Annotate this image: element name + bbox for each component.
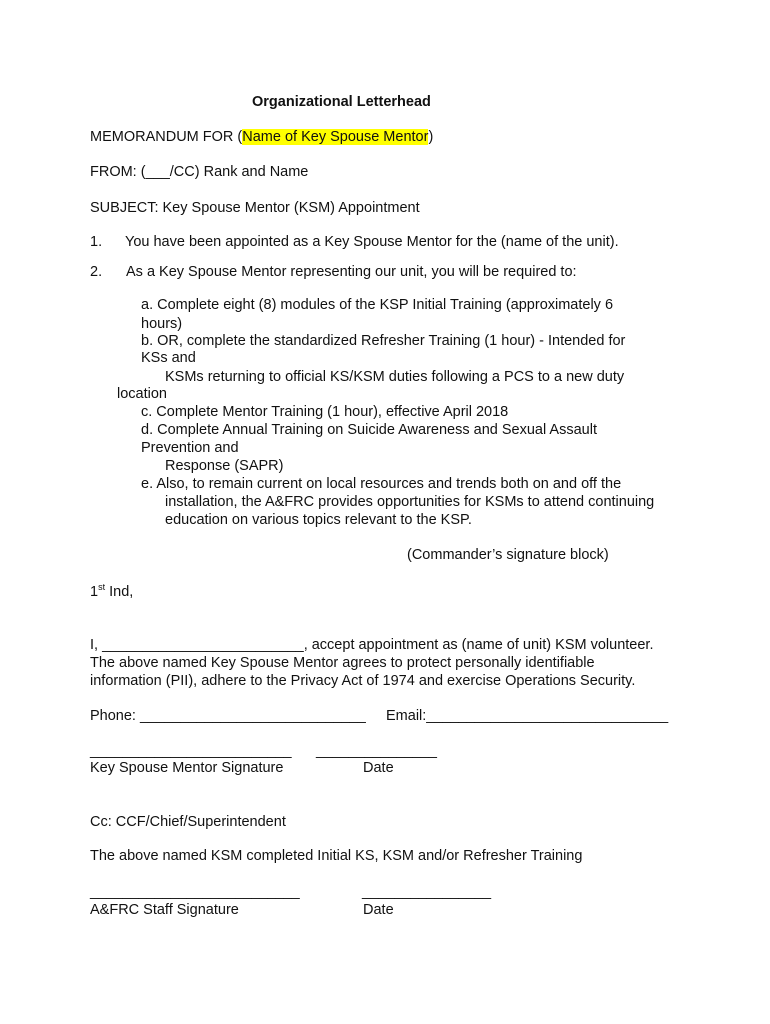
list-line: Response (SAPR) <box>165 458 284 474</box>
paragraph-number: 2. <box>90 264 103 280</box>
list-line: hours) <box>141 316 183 332</box>
commander-signature-block: (Commander’s signature block) <box>407 547 609 563</box>
staff-date-line: ________________ <box>362 884 492 900</box>
highlighted-recipient: Name of Key Spouse Mentor <box>242 129 429 145</box>
paragraph-text: You have been appointed as a Key Spouse Mentor for the (name of the unit). <box>125 234 619 250</box>
memo-for-prefix: MEMORANDUM FOR ( <box>90 129 243 145</box>
list-line: a. Complete eight (8) modules of the KSP Initial Training (approximately 6 <box>141 297 614 313</box>
staff-signature-label: A&FRC Staff Signature <box>90 902 239 918</box>
memo-for-suffix: ) <box>428 129 434 145</box>
ksm-signature-label: Key Spouse Mentor Signature <box>90 760 284 776</box>
letterhead-title: Organizational Letterhead <box>252 94 431 110</box>
list-line: e. Also, to remain current on local resources and trends both on and off the <box>141 476 622 492</box>
indorsement-heading <box>90 584 133 601</box>
ksm-date-label: Date <box>363 760 394 776</box>
completion-statement: The above named KSM completed Initial KS, KSM and/or Refresher Training <box>90 848 583 864</box>
memorandum-for-line <box>90 129 433 146</box>
from-line: FROM: (___/CC) Rank and Name <box>90 164 309 180</box>
paragraph-number: 1. <box>90 234 103 250</box>
staff-signature-line: __________________________ <box>90 884 300 900</box>
acceptance-line: information (PII), adhere to the Privacy Act of 1974 and exercise Operations Security. <box>90 673 636 689</box>
list-line: installation, the A&FRC provides opportunities for KSMs to attend continuing <box>165 494 655 510</box>
indorsement-number: 1 <box>90 584 99 600</box>
list-line: KSMs returning to official KS/KSM duties following a PCS to a new duty <box>165 369 625 385</box>
list-line: KSs and <box>141 350 196 366</box>
ksm-signature-line: _________________________ <box>90 743 292 759</box>
indorsement-ordinal: st <box>98 582 106 592</box>
list-line: Prevention and <box>141 440 239 456</box>
subject-line: SUBJECT: Key Spouse Mentor (KSM) Appointment <box>90 200 420 216</box>
acceptance-line: I, _________________________, accept appointment as (name of unit) KSM volunteer. <box>90 637 654 653</box>
ksm-date-line: _______________ <box>316 743 437 759</box>
email-field: Email:______________________________ <box>386 708 669 724</box>
list-line: b. OR, complete the standardized Refresher Training (1 hour) - Intended for <box>141 333 626 349</box>
list-line: c. Complete Mentor Training (1 hour), effective April 2018 <box>141 404 509 420</box>
indorsement-text: Ind, <box>105 584 134 600</box>
list-line: education on various topics relevant to the KSP. <box>165 512 472 528</box>
acceptance-line: The above named Key Spouse Mentor agrees to protect personally identifiable <box>90 655 595 671</box>
list-line: d. Complete Annual Training on Suicide Awareness and Sexual Assault <box>141 422 597 438</box>
paragraph-text: As a Key Spouse Mentor representing our unit, you will be required to: <box>126 264 577 280</box>
phone-field: Phone: ____________________________ <box>90 708 366 724</box>
cc-line: Cc: CCF/Chief/Superintendent <box>90 814 286 830</box>
staff-date-label: Date <box>363 902 394 918</box>
list-line: location <box>117 386 167 402</box>
